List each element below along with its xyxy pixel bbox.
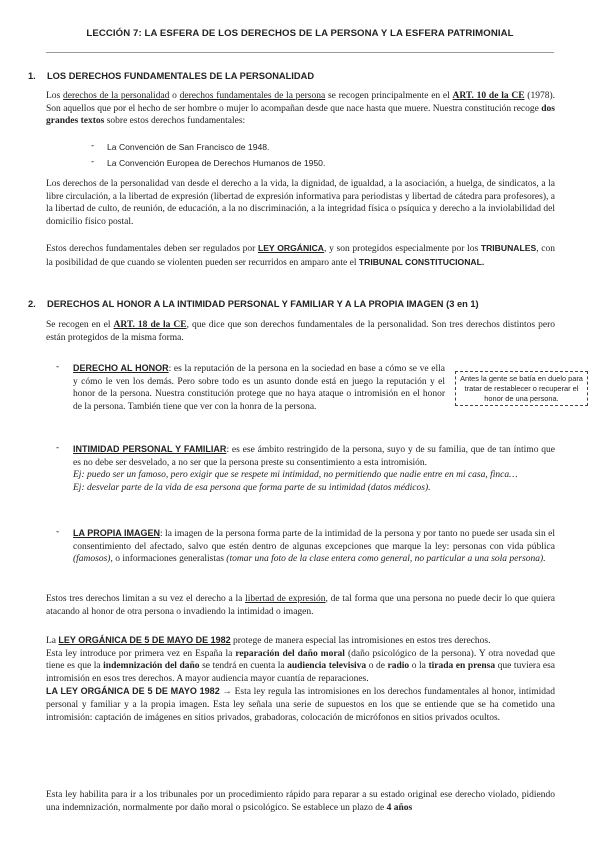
list-bullet: -: [56, 527, 60, 537]
section-1-paragraph-3: Estos derechos fundamentales deben ser regulados por LEY ORGÁNICA, y son protegidos especialmente por los TRIBUNALES, con la posibilidad de que cuando se violenten pueden ser recurridos en amparo ante el TRIBUNAL CONSTITUCIONAL.: [46, 243, 556, 268]
list-item: La Convención de San Francisco de 1948.: [107, 142, 270, 152]
list-bullet: -: [91, 141, 95, 151]
lesson-title: LECCIÓN 7: LA ESFERA DE LOS DERECHOS DE LA PERSONA Y LA ESFERA PATRIMONIAL: [86, 28, 514, 39]
last-paragraph: Esta ley habilita para ir a los tribunales por un procedimiento rápido para reparar a su estado original ese derecho violado, pidiendo una indemnización, normalmente por daño moral o psicológico. Se establece un plazo de 4 años: [46, 790, 555, 813]
section-1-title: LOS DERECHOS FUNDAMENTALES DE LA PERSONALIDAD: [47, 71, 315, 81]
section-2-number: 2.: [28, 299, 36, 309]
limit-paragraph: Estos tres derechos limitan a su vez el derecho a la libertad de expresión, de tal forma que una persona no puede decir lo que quiera atacando al honor de otra persona o invadiendo la intimidad o imagen.: [46, 594, 555, 617]
libertad-expresion: libertad de expresión: [245, 594, 326, 604]
list-bullet: -: [56, 443, 60, 453]
intimidad-item: INTIMIDAD PERSONAL Y FAMILIAR: es ese ámbito restringido de la persona, suyo y de su familia, que de tan íntimo que es no debe ser desvelado, a no ser que la persona preste su consentimiento a esta intromisión. Ej: puedo ser un famoso, pero exigir que se respete mi intimidad, no permitiendo que nadie entre en mi casa, finca… Ej: desvelar parte de la vida de esa persona que forma parte de su intimidad (datos médicos).: [73, 444, 556, 493]
article-18-ce: ART. 18 de la CE: [113, 320, 187, 330]
example-2: Ej: desvelar parte de la vida de esa persona que forma parte de su intimidad (datos médicos).: [73, 482, 431, 493]
derecho-honor-label: DERECHO AL HONOR: [73, 363, 169, 373]
derecho-honor-item: DERECHO AL HONOR: es la reputación de la persona en la sociedad en base a cómo se ve ella y cómo le ven los demás. Pero sobre todo es un asunto donde está en juego la reputación y el honor de la persona. Nuestra constitución protege que no haya ataque o intromisión en el honor de la persona. También tiene que ver con la honra de la persona.: [73, 363, 446, 412]
list-item: La Convención Europea de Derechos Humanos de 1950.: [107, 158, 326, 168]
ley-organica-paragraph: La LEY ORGÁNICA DE 5 DE MAYO DE 1982 protege de manera especial las intromisiones en estos tres derechos. Esta ley introduce por primera vez en España la reparación del daño moral (daño psicológico de la persona). Y otra novedad que tiene es que la indemnización del daño se tendrá en cuenta la audiencia televisiva o de radio o la tirada en prensa que tuviera esa intromisión en esos tres derechos. A mayor audiencia mayor cuantía de reparaciones. LA LEY ORGÁNICA DE 5 DE MAYO 1982 → Esta ley regula las intromisiones en los derechos fundamentales al honor, intimidad personal y familiar y a la propia imagen. Esta ley señala una serie de supuestos en los que se entiende que se ha cometido una intromisión: captación de imágenes en sitios privados, grabadoras, colocación de micrófonos en sitios privados ocultos.: [46, 635, 555, 723]
article-10-ce: ART. 10 de la CE: [452, 91, 525, 101]
section-1-number: 1.: [28, 71, 36, 81]
section-1-paragraph-2: Los derechos de la personalidad van desde el derecho a la vida, la dignidad, de igualdad, a la asociación, a huelga, de sindicatos, a la libre circulación, a la libertad de expresión (libertad de expresión informativa para periodistas y libertad de cátedra para profesores), a la libertad de culto, de reunión, de educación, a la no discriminación, a la integridad física o psíquica y derecho a la inviolabilidad del domicilio físico postal.: [46, 179, 555, 227]
section-2-paragraph-1: Se recogen en el ART. 18 de la CE, que dice que son derechos fundamentales de la personalidad. Son tres derechos distintos pero están protegidos de la misma forma.: [46, 320, 556, 343]
margin-note: Antes la gente se batía en duelo para tratar de restablecer o recuperar el honor de una persona.: [455, 371, 588, 406]
section-2-title: DERECHOS AL HONOR A LA INTIMIDAD PERSONAL Y FAMILIAR Y A LA PROPIA IMAGEN (3 en 1): [47, 299, 479, 309]
section-1-paragraph-1: Los derechos de la personalidad o derechos fundamentales de la persona se recogen principalmente en el ART. 10 de la CE (1978). Son aquellos que por el hecho de ser hombre o mujer lo acompañan desde que nace hasta que muere. Nuestra constitución recoge dos grandes textos sobre estos derechos fundamentales:: [46, 91, 556, 127]
link-derechos-fundamentales: derechos fundamentales de la persona: [179, 91, 326, 101]
ley-1982: LEY ORGÁNICA DE 5 DE MAYO DE 1982: [58, 635, 231, 645]
link-derechos-personalidad: derechos de la personalidad: [63, 91, 170, 101]
intimidad-label: INTIMIDAD PERSONAL Y FAMILIAR: [73, 444, 227, 454]
example-1: Ej: puedo ser un famoso, pero exigir que se respete mi intimidad, no permitiendo que nadie entre en mi casa, finca…: [73, 470, 518, 481]
propia-imagen-label: LA PROPIA IMAGEN: [73, 528, 160, 538]
header-divider: [46, 52, 554, 53]
propia-imagen-item: LA PROPIA IMAGEN: la imagen de la persona forma parte de la intimidad de la persona y por tanto no puede ser usada sin el consentimiento del afectado, salvo que estén dentro de algunas excepciones que marque la ley: personas con vida pública (famosos), o informaciones generalistas (tomar una foto de la clase entera como general, no particular a una sola persona).: [73, 528, 555, 565]
ley-organica: LEY ORGÁNICA: [257, 243, 325, 253]
list-bullet: -: [91, 157, 95, 167]
list-bullet: -: [56, 362, 60, 372]
